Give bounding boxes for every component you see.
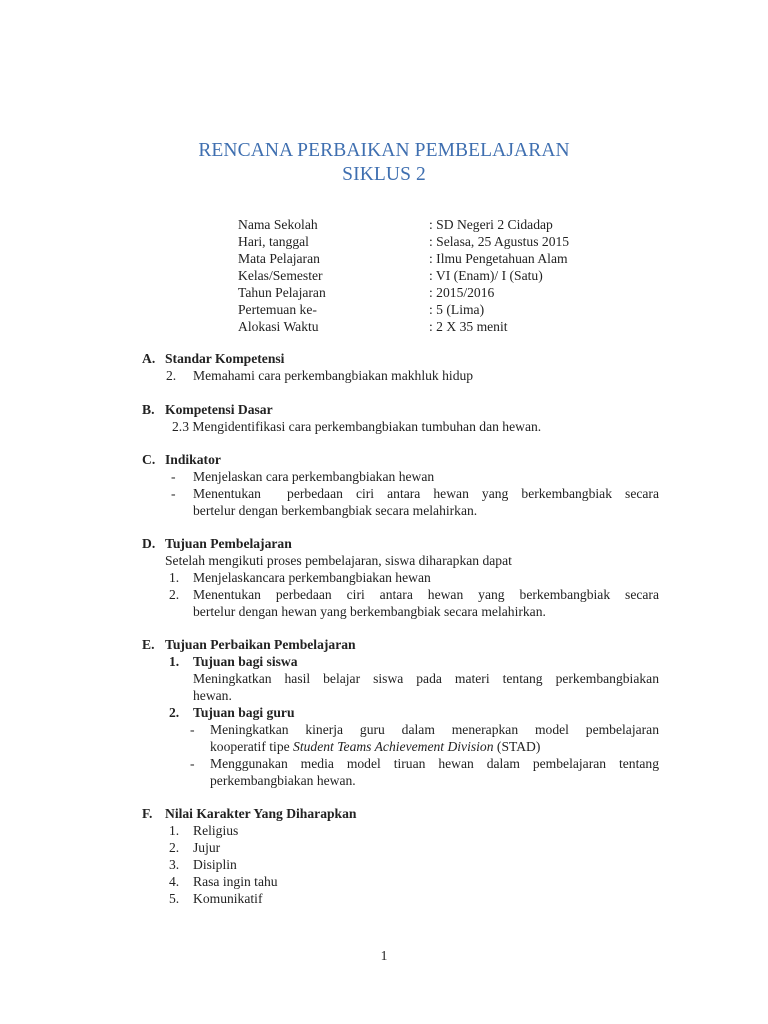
section-title: Nilai Karakter Yang Diharapkan xyxy=(165,806,357,821)
section-f-heading xyxy=(142,805,356,822)
section-letter: E. xyxy=(142,637,155,652)
list-number: 2. xyxy=(169,840,180,855)
text-fragment: (STAD) xyxy=(493,739,541,754)
section-e-heading xyxy=(142,636,356,653)
text-line: Meningkatkan hasil belajar siswa pada materi tentang perkembangbiakan xyxy=(193,671,659,686)
info-value: : Ilmu Pengetahuan Alam xyxy=(429,251,568,266)
list-item xyxy=(210,755,659,789)
section-letter: B. xyxy=(142,402,155,417)
list-item-line: Menentukan perbedaan ciri antara hewan yang berkembangbiak secara xyxy=(193,587,659,602)
page-number: 1 xyxy=(380,948,388,963)
list-item-line: Meningkatkan kinerja guru dalam menerapkan model pembelajaran xyxy=(210,722,659,737)
info-key: Nama Sekolah xyxy=(238,217,318,232)
list-item: Religius xyxy=(193,823,239,838)
bullet: - xyxy=(190,722,195,737)
subsection-text xyxy=(193,670,659,704)
info-value: : 2015/2016 xyxy=(429,285,495,300)
info-key: Kelas/Semester xyxy=(238,268,323,283)
info-key: Hari, tanggal xyxy=(238,234,309,249)
list-item-line: bertelur dengan berkembangbiak secara melahirkan. xyxy=(193,503,478,518)
section-a-heading xyxy=(142,350,284,367)
section-letter: A. xyxy=(142,351,156,366)
section-d-heading xyxy=(142,535,292,552)
list-number: 2. xyxy=(169,705,180,720)
section-letter: C. xyxy=(142,452,156,467)
list-item-line: Menentukan perbedaan ciri antara hewan yang berkembangbiak secara xyxy=(193,486,659,501)
section-b-text: 2.3 Mengidentifikasi cara perkembangbiakan tumbuhan dan hewan. xyxy=(172,419,542,434)
section-title: Standar Kompetensi xyxy=(165,351,285,366)
list-number: 4. xyxy=(169,874,180,889)
document-subtitle: SIKLUS 2 xyxy=(342,164,426,185)
list-item-line xyxy=(210,738,659,755)
list-item: Komunikatif xyxy=(193,891,263,906)
info-value: : SD Negeri 2 Cidadap xyxy=(429,217,553,232)
list-number: 1. xyxy=(169,823,180,838)
list-item-line: Menggunakan media model tiruan hewan dalam pembelajaran tentang xyxy=(210,756,659,771)
subsection-title: Tujuan bagi guru xyxy=(193,705,295,720)
bullet: - xyxy=(171,486,176,501)
info-value: : Selasa, 25 Agustus 2015 xyxy=(429,234,570,249)
section-letter: D. xyxy=(142,536,156,551)
text-line: hewan. xyxy=(193,688,232,703)
bullet: - xyxy=(171,469,176,484)
section-title: Indikator xyxy=(165,452,221,467)
list-item-line: perkembangbiakan hewan. xyxy=(210,773,356,788)
list-item: Rasa ingin tahu xyxy=(193,874,278,889)
list-number: 2. xyxy=(169,587,180,602)
italic-term: Student Teams Achievement Division xyxy=(293,739,494,754)
list-item: Menjelaskancara perkembangbiakan hewan xyxy=(193,570,431,585)
info-key: Alokasi Waktu xyxy=(238,319,319,334)
info-value: : 5 (Lima) xyxy=(429,302,485,317)
list-item xyxy=(210,721,659,755)
info-value: : VI (Enam)/ I (Satu) xyxy=(429,268,543,283)
list-number: 1. xyxy=(169,654,180,669)
section-title: Tujuan Pembelajaran xyxy=(165,536,292,551)
list-item xyxy=(193,485,659,519)
list-item: Disiplin xyxy=(193,857,237,872)
section-c-heading xyxy=(142,451,221,468)
section-b-heading xyxy=(142,401,273,418)
info-key: Tahun Pelajaran xyxy=(238,285,326,300)
document-title: RENCANA PERBAIKAN PEMBELAJARAN xyxy=(198,140,570,161)
info-value: : 2 X 35 menit xyxy=(429,319,508,334)
bullet: - xyxy=(190,756,195,771)
text-fragment: kooperatif tipe xyxy=(210,739,294,754)
section-title: Kompetensi Dasar xyxy=(165,402,273,417)
section-d-intro: Setelah mengikuti proses pembelajaran, siswa diharapkan dapat xyxy=(165,553,512,568)
section-title: Tujuan Perbaikan Pembelajaran xyxy=(165,637,356,652)
list-number: 2. xyxy=(166,368,177,383)
info-key: Mata Pelajaran xyxy=(238,251,320,266)
list-number: 5. xyxy=(169,891,180,906)
list-item xyxy=(193,586,659,620)
info-key: Pertemuan ke- xyxy=(238,302,317,317)
list-item: Menjelaskan cara perkembangbiakan hewan xyxy=(193,469,435,484)
list-item-line: bertelur dengan hewan yang berkembangbiak secara melahirkan. xyxy=(193,604,546,619)
list-item: Jujur xyxy=(193,840,221,855)
section-letter: F. xyxy=(142,806,153,821)
list-item: Memahami cara perkembangbiakan makhluk hidup xyxy=(193,368,474,383)
list-number: 1. xyxy=(169,570,180,585)
subsection-title: Tujuan bagi siswa xyxy=(193,654,298,669)
list-number: 3. xyxy=(169,857,180,872)
